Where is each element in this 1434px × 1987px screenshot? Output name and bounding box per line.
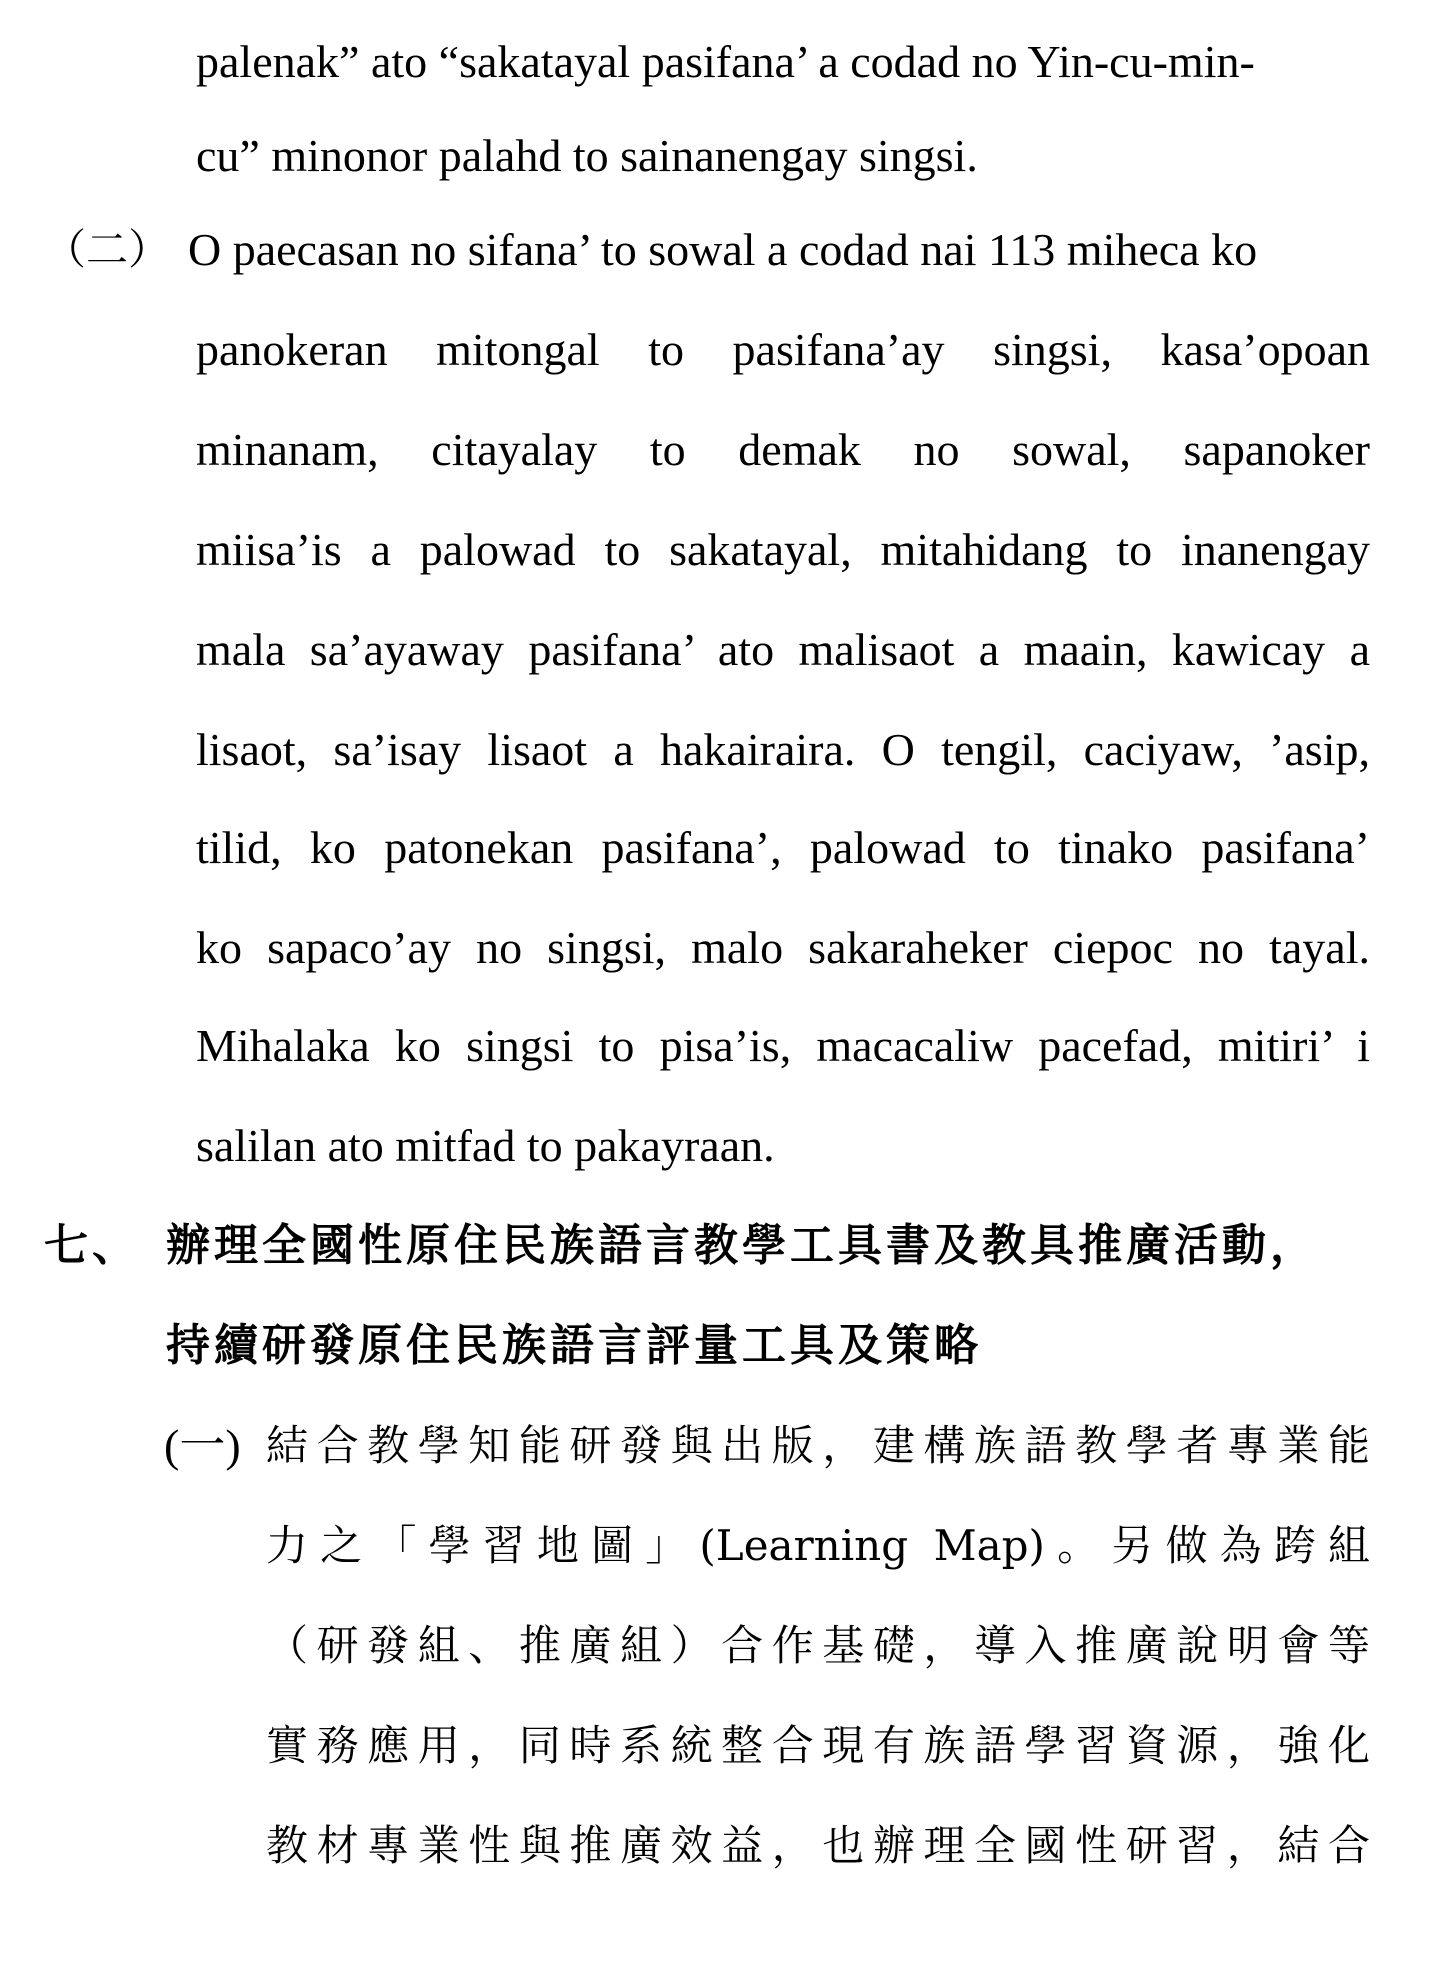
- paragraph-line: mala sa’ayaway pasifana’ ato malisaot a maain, kawicay a: [196, 624, 1370, 675]
- paragraph-line: 實務應用，同時系統整合現有族語學習資源，強化: [266, 1721, 1370, 1770]
- paragraph-line: salilan ato mitfad to pakayraan.: [196, 1120, 775, 1171]
- paragraph-line: minanam, citayalay to demak no sowal, sapanoker: [196, 424, 1370, 475]
- paragraph-line: O paecasan no sifana’ to sowal a codad nai 113 miheca ko: [188, 224, 1258, 275]
- paragraph-line: cu” minonor palahd to sainanengay singsi.: [196, 130, 978, 181]
- paragraph-line: ko sapaco’ay no singsi, malo sakaraheker ciepoc no tayal.: [196, 922, 1370, 973]
- paragraph-line: （研發組、推廣組）合作基礎，導入推廣說明會等: [266, 1621, 1370, 1670]
- section-heading: 辦理全國性原住民族語言教學工具書及教具推廣活動，: [166, 1220, 1318, 1271]
- paragraph-line: tilid, ko patonekan pasifana’, palowad to tinako pasifana’: [196, 822, 1370, 873]
- paragraph-line: panokeran mitongal to pasifana’ay singsi, kasa’opoan: [196, 324, 1370, 375]
- paragraph-line: lisaot, sa’isay lisaot a hakairaira. O tengil, caciyaw, ’asip,: [196, 724, 1370, 775]
- paragraph-line: 教材專業性與推廣效益，也辦理全國性研習，結合: [266, 1821, 1370, 1870]
- section-heading: 持續研發原住民族語言評量工具及策略: [166, 1320, 982, 1371]
- paragraph-line: palenak” ato “sakatayal pasifana’ a codad no Yin-cu-min-: [196, 36, 1255, 87]
- paragraph-line: Mihalaka ko singsi to pisa’is, macacaliw pacefad, mitiri’ i: [196, 1020, 1370, 1071]
- paragraph-line: miisa’is a palowad to sakatayal, mitahidang to inanengay: [196, 524, 1370, 575]
- list-marker: (一): [164, 1420, 241, 1471]
- paragraph-line: 結合教學知能研發與出版，建構族語教學者專業能: [266, 1421, 1370, 1470]
- section-number: 七、: [44, 1220, 140, 1271]
- list-marker: （二）: [44, 225, 171, 274]
- paragraph-line: 力之「學習地圖」(Learning Map)。另做為跨組: [266, 1521, 1370, 1570]
